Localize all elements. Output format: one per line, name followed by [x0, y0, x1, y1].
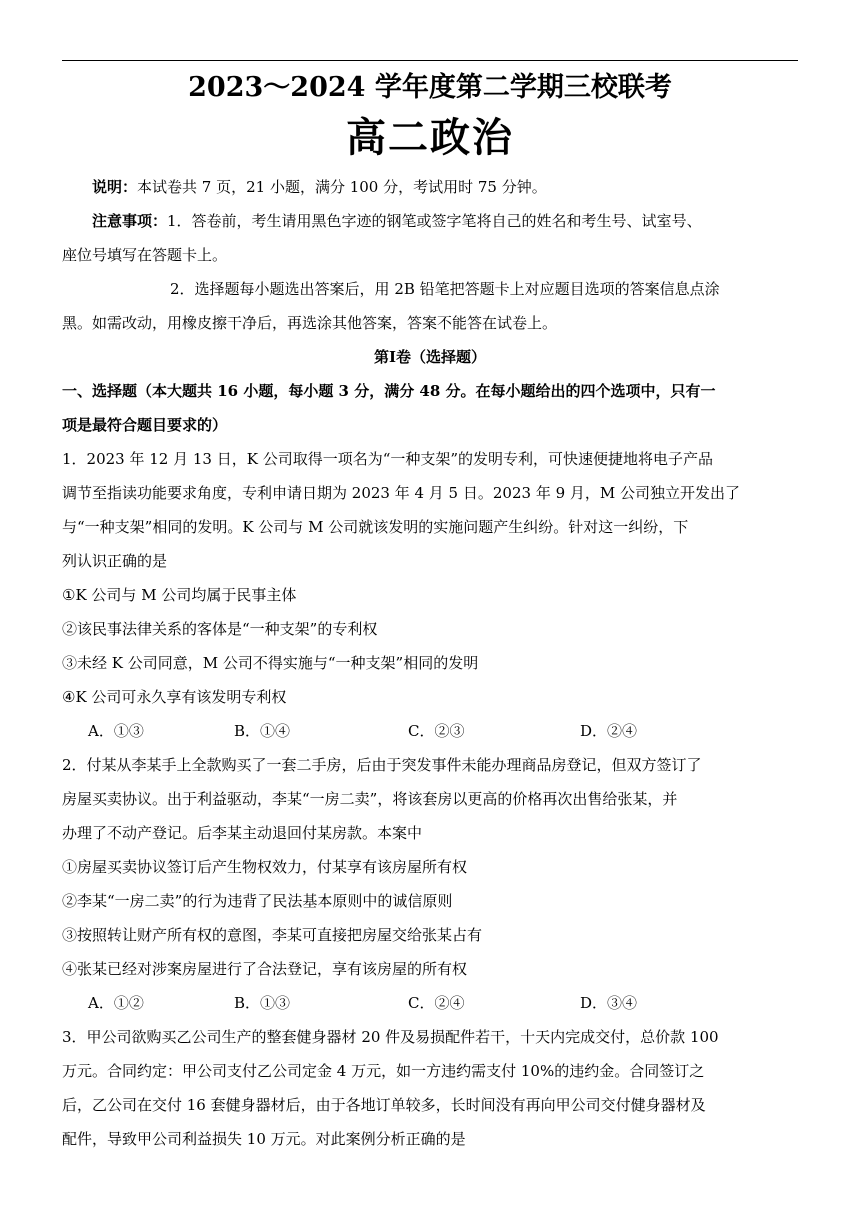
question-stem-line: 列认识正确的是 — [62, 552, 168, 570]
statement: ④K 公司可永久享有该发明专利权 — [62, 688, 287, 706]
question-stem-line: 调节至指读功能要求角度，专利申请日期为 2023 年 4 月 5 日。2023 年 9 月，M 公司独立开发出了 — [62, 484, 741, 502]
part-heading-line-2: 项是最符合题目要求的） — [62, 416, 228, 434]
option-a: A．①② — [88, 994, 144, 1012]
attention-item-1-text: 1．答卷前，考生请用黑色字迹的钢笔或签字笔将自己的姓名和考生号、试室号、 — [167, 212, 702, 230]
statement: ④张某已经对涉案房屋进行了合法登记，享有该房屋的所有权 — [62, 960, 468, 978]
statement: ②李某“一房二卖”的行为违背了民法基本原则中的诚信原则 — [62, 892, 453, 910]
question-stem-line: 配件，导致甲公司利益损失 10 万元。对此案例分析正确的是 — [62, 1130, 466, 1148]
description-text: 本试卷共 7 页，21 小题，满分 100 分，考试用时 75 分钟。 — [137, 178, 547, 196]
statement: ①房屋买卖协议签订后产生物权效力，付某享有该房屋所有权 — [62, 858, 468, 876]
statement: ②该民事法律关系的客体是“一种支架”的专利权 — [62, 620, 378, 638]
option-b: B．①③ — [234, 994, 291, 1012]
question-stem-line: 房屋买卖协议。出于利益驱动，李某“一房二卖”，将该套房以更高的价格再次出售给张某，并 — [62, 790, 678, 808]
option-a: A．①③ — [88, 722, 144, 740]
top-rule — [62, 60, 798, 61]
question-stem-line: 2．付某从李某手上全款购买了一套二手房，后由于突发事件未能办理商品房登记，但双方签订了 — [62, 756, 702, 774]
statement: ①K 公司与 M 公司均属于民事主体 — [62, 586, 297, 604]
attention-item-2-line-1: 2．选择题每小题选出答案后，用 2B 铅笔把答题卡上对应题目选项的答案信息点涂 — [170, 280, 720, 298]
answer-options — [62, 986, 798, 1020]
statement: ③未经 K 公司同意，M 公司不得实施与“一种支架”相同的发明 — [62, 654, 479, 672]
question-stem-line: 办理了不动产登记。后李某主动退回付某房款。本案中 — [62, 824, 423, 842]
option-d: D．③④ — [580, 994, 638, 1012]
exam-page — [62, 66, 798, 1156]
option-c: C．②③ — [408, 722, 465, 740]
exam-subject: 高二政治 — [346, 114, 514, 161]
attention-item-2-line-2: 黑。如需改动，用橡皮擦干净后，再选涂其他答案，答案不能答在试卷上。 — [62, 314, 558, 332]
attention-label: 注意事项： — [92, 212, 168, 230]
option-c: C．②④ — [408, 994, 465, 1012]
question-stem-line: 后，乙公司在交付 16 套健身器材后，由于各地订单较多，长时间没有再向甲公司交付健身器材及 — [62, 1096, 706, 1114]
attention-line-1 — [62, 204, 798, 238]
question-stem-line: 与“一种支架”相同的发明。K 公司与 M 公司就该发明的实施问题产生纠纷。针对这一纠纷，下 — [62, 518, 689, 536]
option-d: D．②④ — [580, 722, 638, 740]
question-stem-line: 3．甲公司欲购买乙公司生产的整套健身器材 20 件及易损配件若干，十天内完成交付，总价款 100 — [62, 1028, 719, 1046]
option-b: B．①④ — [234, 722, 291, 740]
question-stem-line: 万元。合同约定：甲公司支付乙公司定金 4 万元，如一方违约需支付 10%的违约金。合同签订之 — [62, 1062, 705, 1080]
question-stem-line: 1．2023 年 12 月 13 日，K 公司取得一项名为“一种支架”的发明专利，可快速便捷地将电子产品 — [62, 450, 714, 468]
section-title: 第Ⅰ卷（选择题） — [373, 348, 487, 366]
attention-line-2: 座位号填写在答题卡上。 — [62, 246, 228, 264]
answer-options — [62, 714, 798, 748]
description — [62, 170, 798, 204]
description-label: 说明： — [92, 178, 138, 196]
question-1 — [62, 442, 798, 748]
statement: ③按照转让财产所有权的意图，李某可直接把房屋交给张某占有 — [62, 926, 483, 944]
question-3 — [62, 1020, 798, 1156]
part-heading-line-1: 一、选择题（本大题共 16 小题，每小题 3 分，满分 48 分。在每小题给出的四个选项中，只有一 — [62, 382, 716, 400]
exam-title: 2023～2024 学年度第二学期三校联考 — [188, 72, 672, 103]
question-2 — [62, 748, 798, 1020]
